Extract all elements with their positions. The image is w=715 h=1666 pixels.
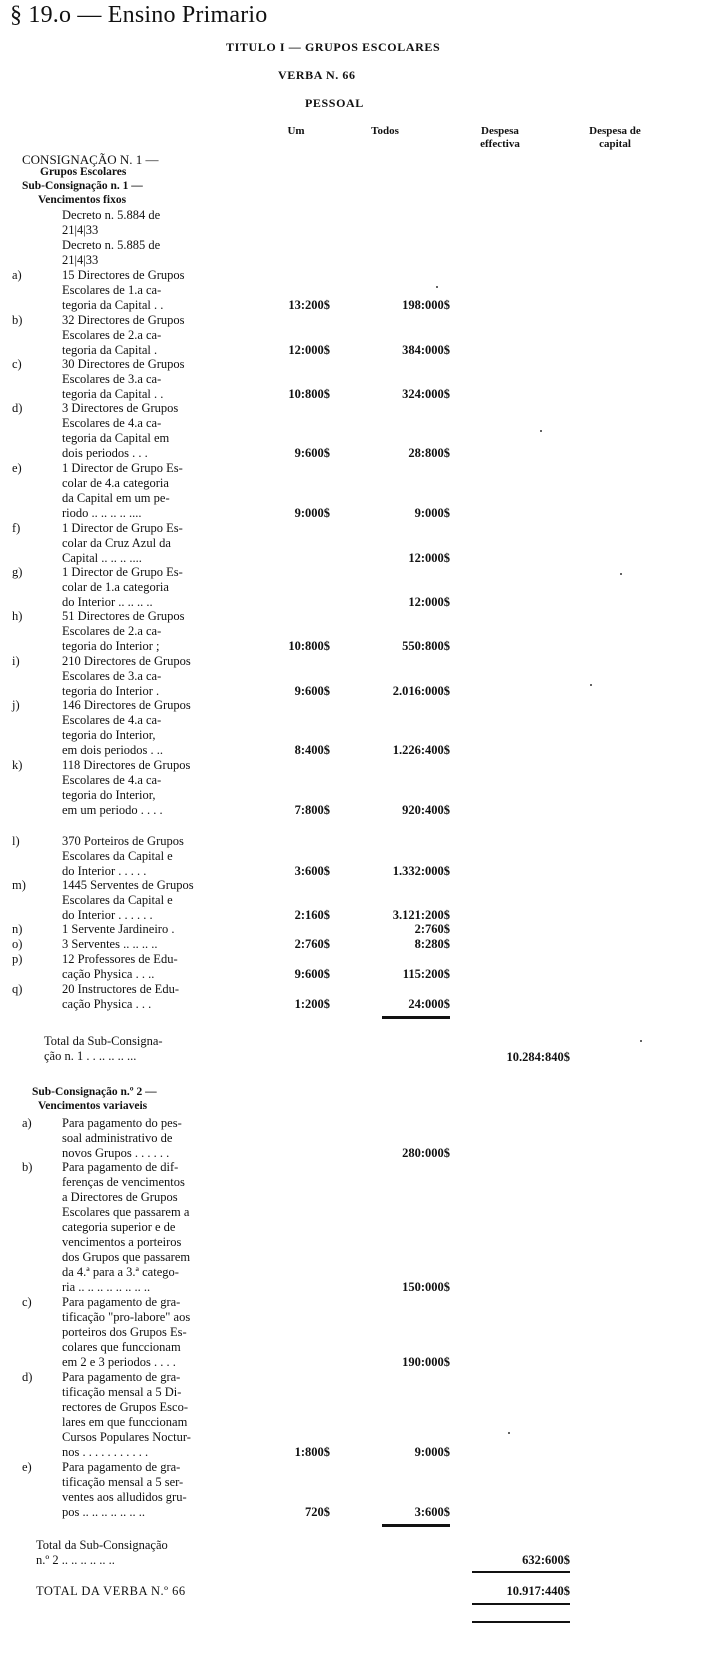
row-todos-value: 3:600$ <box>414 1505 450 1519</box>
print-speck <box>620 573 622 575</box>
row-description: 1445 Serventes de Grupos Escolares da Capital e do Interior . . . . . . <box>62 878 194 922</box>
sub2-title: Sub-Consignação n.º 2 — <box>32 1086 157 1098</box>
row-um-value: 9:600$ <box>294 967 330 981</box>
sum-rule <box>472 1571 570 1573</box>
row-todos-value: 2:760$ <box>414 922 450 936</box>
row-description: Para pagamento de gra- tificação mensal a 5 Di- rectores de Grupos Esco- lares em que funccionam Cursos Populares Noctur- nos . . . . . . . . . . . <box>62 1370 191 1459</box>
sub1-title: Sub-Consignação n. 1 — <box>22 180 143 192</box>
row-todos-value: 9:000$ <box>414 1445 450 1459</box>
row-label: l) <box>12 834 20 848</box>
row-description: Para pagamento do pes- soal administrativo de novos Grupos . . . . . . <box>62 1116 182 1160</box>
row-todos-value: 24:000$ <box>408 997 450 1011</box>
row-label: c) <box>22 1295 32 1309</box>
row-description: 12 Professores de Edu- cação Physica . . .. <box>62 952 178 981</box>
col-head-todos: Todos <box>371 125 399 137</box>
row-todos-value: 115:200$ <box>402 967 450 981</box>
sub1-total-label: Total da Sub-Consigna- ção n. 1 . . .. .. .. ... <box>44 1034 163 1063</box>
row-um-value: 3:600$ <box>294 864 330 878</box>
row-label: k) <box>12 758 23 772</box>
decreto-1: Decreto n. 5.884 de 21|4|33 <box>62 208 161 237</box>
row-label: e) <box>22 1460 32 1474</box>
row-description: 210 Directores de Grupos Escolares de 3.a ca- tegoria do Interior . <box>62 654 191 698</box>
grand-total-label: TOTAL DA VERBA N.º 66 <box>36 1584 186 1598</box>
sum-rule <box>382 1524 450 1527</box>
verba-heading: VERBA N. 66 <box>278 68 356 82</box>
row-todos-value: 9:000$ <box>414 506 450 520</box>
consignacao-subtitle: Grupos Escolares <box>40 166 127 178</box>
row-label: c) <box>12 357 22 371</box>
row-description: 15 Directores de Grupos Escolares de 1.a ca- tegoria da Capital . . <box>62 268 185 312</box>
row-description: 32 Directores de Grupos Escolares de 2.a ca- tegoria da Capital . <box>62 313 185 357</box>
row-label: a) <box>12 268 22 282</box>
row-label: d) <box>12 401 23 415</box>
row-todos-value: 1.226:400$ <box>392 743 450 757</box>
row-todos-value: 1.332:000$ <box>392 864 450 878</box>
row-um-value: 10:800$ <box>288 639 330 653</box>
row-um-value: 12:000$ <box>288 343 330 357</box>
grand-total-value: 10.917:440$ <box>506 1584 570 1598</box>
row-description: 30 Directores de Grupos Escolares de 3.a ca- tegoria da Capital . . <box>62 357 185 401</box>
row-todos-value: 190:000$ <box>402 1355 450 1369</box>
row-label: b) <box>12 313 23 327</box>
row-description: 3 Directores de Grupos Escolares de 4.a ca- tegoria da Capital em dois periodos . . . <box>62 401 179 460</box>
row-um-value: 9:000$ <box>294 506 330 520</box>
row-label: o) <box>12 937 23 951</box>
row-description: Para pagamento de gra- tificação mensal a 5 ser- ventes aos alludidos gru- pos .. .. .. .. .. .. .. <box>62 1460 187 1519</box>
print-speck <box>540 430 542 432</box>
row-um-value: 1:800$ <box>294 1445 330 1459</box>
row-description: 3 Serventes .. .. .. .. <box>62 937 158 951</box>
consignacao-title: CONSIGNAÇÃO N. 1 — <box>22 152 159 167</box>
row-description: 370 Porteiros de Grupos Escolares da Capital e do Interior . . . . . <box>62 834 184 878</box>
row-description: Para pagamento de dif- ferenças de vencimentos a Directores de Grupos Escolares que passarem a categoria superior e de vencimentos a porteiros dos Grupos que passarem da 4.ª para a 3.ª catego- ria .. .. .. .. .. .. .. .. <box>62 1160 191 1294</box>
row-label: d) <box>22 1370 33 1384</box>
row-description: 1 Director de Grupo Es- colar de 4.a categoria da Capital em um pe- riodo .. .. .. .. .... <box>62 461 183 520</box>
row-todos-value: 8:280$ <box>414 937 450 951</box>
row-todos-value: 3.121:200$ <box>392 908 450 922</box>
row-label: f) <box>12 521 21 535</box>
row-um-value: 1:200$ <box>294 997 330 1011</box>
row-um-value: 2:760$ <box>294 937 330 951</box>
col-head-despesa-effectiva: Despesa effectiva <box>480 125 520 150</box>
row-description: 51 Directores de Grupos Escolares de 2.a ca- tegoria do Interior ; <box>62 609 185 653</box>
row-todos-value: 198:000$ <box>402 298 450 312</box>
sub1-subtitle: Vencimentos fixos <box>38 194 127 206</box>
row-todos-value: 384:000$ <box>402 343 450 357</box>
print-speck <box>590 684 592 686</box>
row-todos-value: 150:000$ <box>402 1280 450 1294</box>
row-um-value: 2:160$ <box>294 908 330 922</box>
sub2-total-label: Total da Sub-Consignação n.º 2 .. .. .. .. .. .. <box>36 1538 168 1567</box>
pessoal-heading: PESSOAL <box>305 96 364 110</box>
row-label: q) <box>12 982 23 996</box>
row-label: g) <box>12 565 23 579</box>
row-label: b) <box>22 1160 33 1174</box>
row-um-value: 9:600$ <box>294 446 330 460</box>
row-um-value: 8:400$ <box>294 743 330 757</box>
row-todos-value: 28:800$ <box>408 446 450 460</box>
row-um-value: 10:800$ <box>288 387 330 401</box>
row-description: Para pagamento de gra- tificação "pro-labore" aos porteiros dos Grupos Es- colares que funccionam em 2 e 3 periodos . . . . <box>62 1295 191 1369</box>
row-label: a) <box>22 1116 32 1130</box>
titulo-heading: TITULO I — GRUPOS ESCOLARES <box>226 40 441 54</box>
section-title: § 19.o — Ensino Primario <box>10 2 268 28</box>
row-todos-value: 280:000$ <box>402 1146 450 1160</box>
row-label: i) <box>12 654 20 668</box>
row-description: 118 Directores de Grupos Escolares de 4.a ca- tegoria do Interior, em um periodo . . . . <box>62 758 191 817</box>
row-label: e) <box>12 461 22 475</box>
sub1-total-value: 10.284:840$ <box>506 1050 570 1064</box>
col-head-despesa-capital: Despesa de capital <box>589 125 641 150</box>
row-description: 146 Directores de Grupos Escolares de 4.a ca- tegoria do Interior, em dois periodos . .. <box>62 698 191 757</box>
double-rule-top <box>472 1603 570 1605</box>
row-um-value: 13:200$ <box>288 298 330 312</box>
row-description: 1 Servente Jardineiro . <box>62 922 175 936</box>
row-description: 1 Director de Grupo Es- colar de 1.a categoria do Interior .. .. .. .. <box>62 565 183 609</box>
row-todos-value: 920:400$ <box>402 803 450 817</box>
row-um-value: 9:600$ <box>294 684 330 698</box>
print-speck <box>508 1432 510 1434</box>
decreto-2: Decreto n. 5.885 de 21|4|33 <box>62 238 161 267</box>
row-todos-value: 324:000$ <box>402 387 450 401</box>
row-todos-value: 12:000$ <box>408 551 450 565</box>
row-label: m) <box>12 878 26 892</box>
row-todos-value: 2.016:000$ <box>392 684 450 698</box>
double-rule-bottom <box>472 1621 570 1623</box>
print-speck <box>640 1040 642 1042</box>
sum-rule <box>382 1016 450 1019</box>
sub2-subtitle: Vencimentos variaveis <box>38 1100 148 1112</box>
row-todos-value: 550:800$ <box>402 639 450 653</box>
row-label: p) <box>12 952 23 966</box>
row-description: 20 Instructores de Edu- cação Physica . . . <box>62 982 179 1011</box>
row-label: j) <box>12 698 20 712</box>
row-description: 1 Director de Grupo Es- colar da Cruz Azul da Capital .. .. .. .... <box>62 521 183 565</box>
row-label: h) <box>12 609 23 623</box>
row-todos-value: 12:000$ <box>408 595 450 609</box>
print-speck <box>436 286 438 288</box>
row-label: n) <box>12 922 23 936</box>
sub2-total-value: 632:600$ <box>522 1553 570 1567</box>
row-um-value: 720$ <box>305 1505 330 1519</box>
row-um-value: 7:800$ <box>294 803 330 817</box>
col-head-um: Um <box>287 125 305 137</box>
